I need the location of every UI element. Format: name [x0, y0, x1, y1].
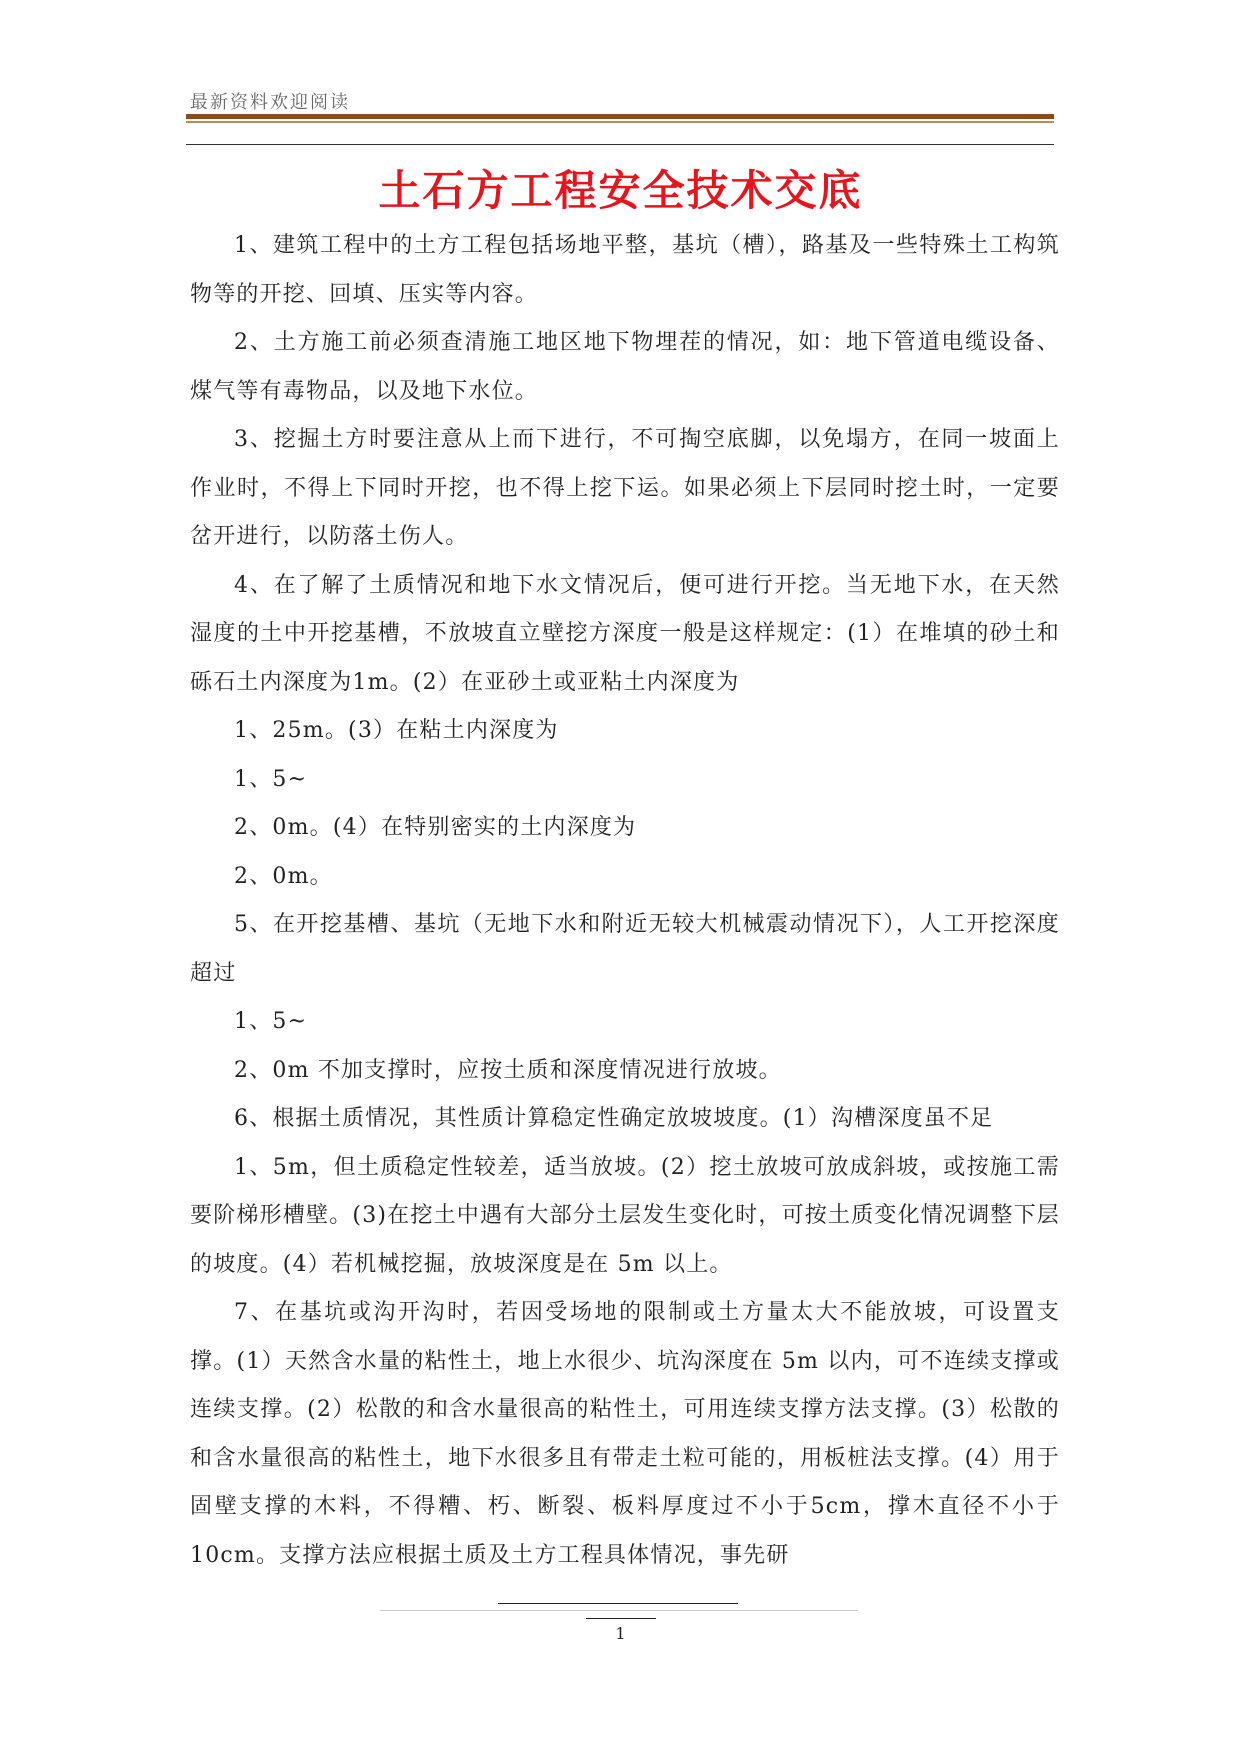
paragraph: 5、在开挖基槽、基坑（无地下水和附近无较大机械震动情况下），人工开挖深度超过: [190, 912, 1060, 986]
footer-rule-short: [586, 1618, 656, 1619]
paragraph: 2、0m。(4）在特别密实的土内深度为: [234, 815, 637, 840]
paragraph: 2、0m 不加支撑时，应按土质和深度情况进行放坡。: [234, 1057, 782, 1083]
document-title: 土石方工程安全技术交底: [378, 166, 863, 215]
paragraph: 7、在基坑或沟开沟时，若因受场地的限制或土方量太大不能放坡，可设置支撑。(1）天然含水量的粘性土，地上水很少、坑沟深度在 5m 以内，可不连续支撑或连续支撑。(2）松散的和含水量很高的粘性土，可用连续支撑方法支撑。(3）松散的和含水量很高的粘性土，地下水很多且有带走土粒可能的，用板桩法支撑。(4）用于固壁支撑的木料，不得糟、朽、断裂、板料厚度过不小于5cm，撑木直径不小于 10cm。支撑方法应根据土质及土方工程具体情况，事先研: [190, 1300, 1060, 1568]
paragraph: 2、0m。: [234, 863, 333, 889]
paragraph: 6、根据土质情况，其性质计算稳定性确定放坡坡度。(1）沟槽深度虽不足: [234, 1106, 994, 1131]
header-rule-thin: [186, 144, 1054, 145]
footer-rule: [498, 1603, 738, 1604]
paragraph: 3、挖掘土方时要注意从上而下进行，不可掏空底脚，以免塌方，在同一坡面上作业时，不得上下同时开挖，也不得上挖下运。如果必须上下层同时挖土时，一定要岔开进行，以防落土伤人。: [190, 427, 1060, 549]
paragraph: 1、建筑工程中的土方工程包括场地平整，基坑（槽），路基及一些特殊土工构筑物等的开挖、回填、压实等内容。: [190, 233, 1060, 307]
paragraph: 4、在了解了土质情况和地下水文情况后，便可进行开挖。当无地下水，在天然湿度的土中开挖基槽，不放坡直立壁挖方深度一般是这样规定：(1）在堆填的砂土和砾石土内深度为1m。(2）在亚砂土或亚粘土内深度为: [190, 572, 1060, 695]
paragraph: 1、5~: [234, 766, 308, 792]
document-body: [190, 222, 1060, 1580]
paragraph: 1、25m。(3）在粘土内深度为: [234, 718, 559, 743]
footer-rule-light: [380, 1610, 858, 1611]
paragraph: 1、5m，但土质稳定性较差，适当放坡。(2）挖土放坡可放成斜坡，或按施工需要阶梯形槽壁。(3)在挖土中遇有大部分土层发生变化时，可按土质变化情况调整下层的坡度。(4）若机械挖掘，放坡深度是在 5m 以上。: [190, 1154, 1060, 1277]
header-rule-thick: [186, 114, 1054, 119]
header-rule-accent: [186, 121, 1054, 123]
paragraph: 1、5~: [234, 1009, 308, 1034]
page-number: 1: [615, 1624, 626, 1643]
header-text: 最新资料欢迎阅读: [190, 92, 350, 113]
paragraph: 2、土方施工前必须查清施工地区地下物埋茬的情况，如：地下管道电缆设备、煤气等有毒物品，以及地下水位。: [190, 330, 1060, 404]
